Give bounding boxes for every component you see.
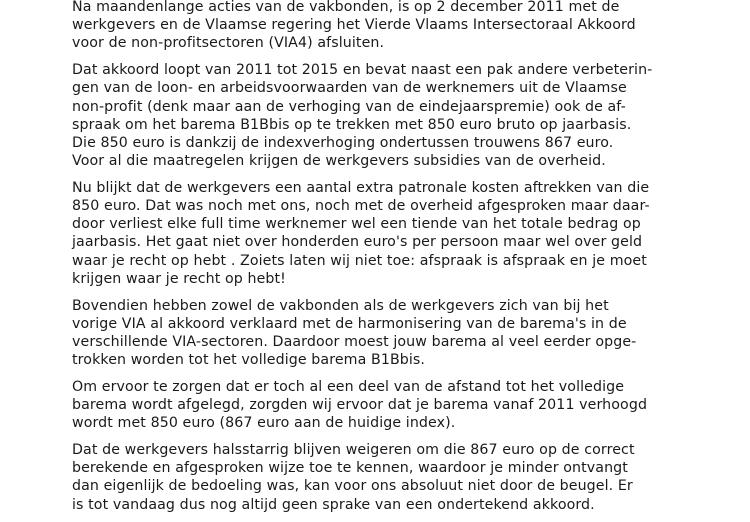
- text-line: barema wordt afgelegd, zorgden wij ervoor dat je barema vanaf 2011 verhoogd: [72, 397, 648, 414]
- paragraph: [72, 0, 692, 53]
- paragraph: [72, 179, 692, 288]
- text-line: verschillende VIA-sectoren. Daardoor moest jouw barema al veel eerder opge-: [72, 333, 637, 350]
- paragraph: [72, 378, 692, 433]
- text-line: Dat de werkgevers halsstarrig blijven weigeren om die 867 euro op de correct: [72, 441, 635, 458]
- text-line: is tot vandaag dus nog altijd geen sprake van een ondertekend akkoord.: [72, 496, 595, 513]
- text-line: Na maandenlange acties van de vakbonden, is op 2 december 2011 met de: [72, 0, 620, 15]
- text-line: Nu blijkt dat de werkgevers een aantal extra patronale kosten aftrekken van die: [72, 179, 650, 196]
- text-line: vorige VIA al akkoord verklaard met de harmonisering van de barema's in de: [72, 315, 627, 332]
- text-line: Dat akkoord loopt van 2011 tot 2015 en bevat naast een pak andere verbeterin-: [72, 62, 653, 79]
- text-line: Voor al die maatregelen krijgen de werkgevers subsidies van de overheid.: [72, 153, 606, 170]
- text-line: jaarbasis. Het gaat niet over honderden euro's per persoon maar wel over geld: [72, 234, 643, 251]
- text-line: spraak om het barema B1Bbis op te trekken met 850 euro bruto op jaarbasis.: [72, 116, 632, 133]
- text-line: Die 850 euro is dankzij de indexverhoging ondertussen trouwens 867 euro.: [72, 134, 614, 151]
- paragraph: [72, 61, 692, 170]
- text-line: berekende en afgesproken wijze toe te kennen, waardoor je minder ontvangt: [72, 460, 628, 477]
- paragraph: [72, 297, 692, 370]
- text-line: 850 euro. Dat was noch met ons, noch met de overheid afgesproken maar daar-: [72, 198, 650, 215]
- article-body: [72, 0, 692, 522]
- text-line: non-profit (denk maar aan de verhoging van de eindejaarspremie) ook de af-: [72, 98, 626, 115]
- text-line: wordt met 850 euro (867 euro aan de huidige index).: [72, 415, 456, 432]
- text-line: trokken worden tot het volledige barema B1Bbis.: [72, 352, 426, 369]
- text-line: gen van de loon- en arbeidsvoorwaarden van de werknemers uit de Vlaamse: [72, 80, 627, 97]
- text-line: Bovendien hebben zowel de vakbonden als de werkgevers zich van bij het: [72, 297, 609, 314]
- text-line: waar je recht op hebt . Zoiets laten wij niet toe: afspraak is afspraak en je moet: [72, 252, 647, 269]
- text-line: door verliest elke full time werknemer wel een tiende van het totale bedrag op: [72, 216, 641, 233]
- paragraph: [72, 441, 692, 514]
- text-line: krijgen waar je recht op hebt!: [72, 270, 286, 287]
- text-line: werkgevers en de Vlaamse regering het Vierde Vlaams Intersectoraal Akkoord: [72, 17, 636, 34]
- text-line: Om ervoor te zorgen dat er toch al een deel van de afstand tot het volledige: [72, 378, 625, 395]
- text-line: voor de non-profitsectoren (VIA4) afsluiten.: [72, 35, 385, 52]
- text-line: dan eigenlijk de bedoeling was, kan voor ons absoluut niet door de beugel. Er: [72, 478, 633, 495]
